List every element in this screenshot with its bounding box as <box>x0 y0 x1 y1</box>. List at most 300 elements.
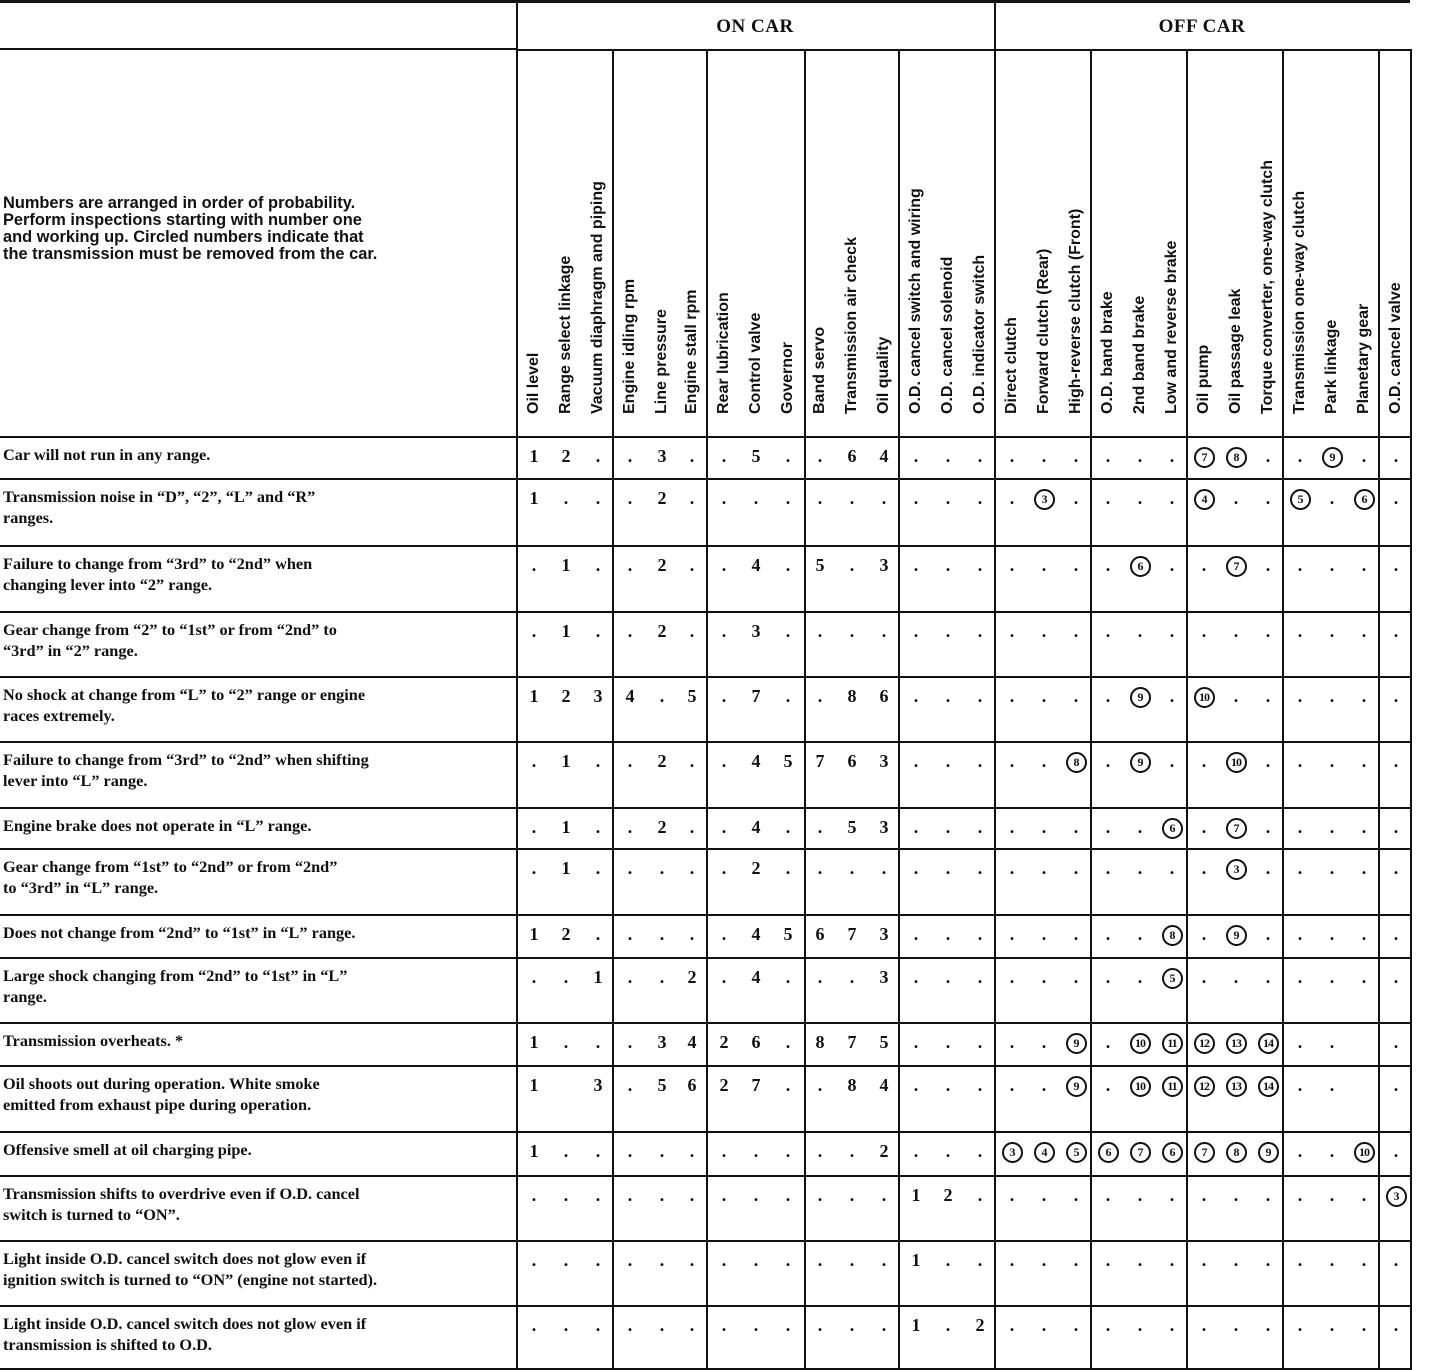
priority-number: 1 <box>529 1141 539 1161</box>
empty-dot: . <box>1297 1032 1303 1052</box>
circled-number <box>1220 1031 1252 1053</box>
circled-number-value: 10 <box>1226 752 1247 773</box>
empty-dot: . <box>913 924 919 944</box>
empty-dot: . <box>977 817 983 837</box>
empty-dot: . <box>913 967 919 987</box>
priority-number: 4 <box>625 686 635 706</box>
circled-number <box>1188 685 1220 707</box>
empty-dot: . <box>1329 967 1335 987</box>
priority-number: 5 <box>879 1032 889 1052</box>
priority-number: 6 <box>815 924 825 944</box>
circled-number-value: 9 <box>1130 687 1151 708</box>
empty-dot: . <box>977 1075 983 1095</box>
empty-dot: . <box>721 686 727 706</box>
circled-number-value: 4 <box>1194 489 1215 510</box>
symptom-line: emitted from exhaust pipe during operation. <box>3 1095 312 1114</box>
grid-line <box>0 741 1410 743</box>
grid-line <box>0 436 1410 438</box>
symptom-line: switch is turned to “ON”. <box>3 1205 180 1224</box>
empty-dot: . <box>627 621 633 641</box>
empty-dot: . <box>945 817 951 837</box>
empty-dot: . <box>977 555 983 575</box>
symptom-line: Gear change from “2” to “1st” or from “2nd” to <box>3 620 337 639</box>
column-header <box>1124 50 1156 436</box>
circled-number-value: 3 <box>1034 489 1055 510</box>
empty-dot: . <box>1201 967 1207 987</box>
symptom-label <box>3 815 513 836</box>
empty-dot: . <box>1361 817 1367 837</box>
empty-dot: . <box>659 1315 665 1335</box>
symptom-line: transmission is shifted to O.D. <box>3 1335 212 1354</box>
empty-dot: . <box>627 1075 633 1095</box>
priority-number: 1 <box>529 488 539 508</box>
empty-dot: . <box>689 817 695 837</box>
empty-dot: . <box>1201 621 1207 641</box>
empty-dot: . <box>1393 751 1399 771</box>
priority-number: 3 <box>593 1075 603 1095</box>
priority-number: 2 <box>657 488 667 508</box>
empty-dot: . <box>1169 1185 1175 1205</box>
empty-dot: . <box>977 1141 983 1161</box>
priority-number: 1 <box>593 967 603 987</box>
circled-number <box>1124 1074 1156 1096</box>
empty-dot: . <box>817 1185 823 1205</box>
empty-dot: . <box>1169 751 1175 771</box>
empty-dot: . <box>945 686 951 706</box>
symptom-label <box>3 856 513 898</box>
circled-number-value: 12 <box>1194 1033 1215 1054</box>
priority-number: 2 <box>657 555 667 575</box>
empty-dot: . <box>1137 817 1143 837</box>
empty-dot: . <box>1169 1315 1175 1335</box>
column-header-label: Vacuum diaphragm and piping <box>589 181 606 414</box>
circled-number-value: 9 <box>1322 447 1343 468</box>
circled-number <box>1188 1074 1220 1096</box>
column-header-label: Transmission one-way clutch <box>1291 190 1308 414</box>
symptom-line: ignition switch is turned to “ON” (engine not started). <box>3 1270 378 1289</box>
circled-number-value: 7 <box>1226 556 1247 577</box>
circled-number <box>1284 487 1316 509</box>
column-header-label: Low and reverse brake <box>1163 240 1180 414</box>
empty-dot: . <box>785 967 791 987</box>
symptom-label <box>3 1030 513 1051</box>
circled-number-value: 5 <box>1162 968 1183 989</box>
note-line: Perform inspections starting with number one <box>3 211 362 229</box>
column-header <box>708 50 740 436</box>
empty-dot: . <box>817 686 823 706</box>
empty-dot: . <box>1009 488 1015 508</box>
empty-dot: . <box>689 1185 695 1205</box>
empty-dot: . <box>785 1032 791 1052</box>
circled-number-value: 7 <box>1130 1142 1151 1163</box>
priority-number: 1 <box>911 1185 921 1205</box>
empty-dot: . <box>1393 1075 1399 1095</box>
symptom-label <box>3 444 513 465</box>
empty-dot: . <box>689 1250 695 1270</box>
empty-dot: . <box>1137 858 1143 878</box>
circled-number <box>1220 750 1252 772</box>
symptom-line: Failure to change from “3rd” to “2nd” when shifting <box>3 750 369 769</box>
column-header <box>1060 50 1092 436</box>
circled-number <box>1060 750 1092 772</box>
priority-number: 3 <box>879 751 889 771</box>
priority-number: 5 <box>783 751 793 771</box>
priority-number: 8 <box>847 1075 857 1095</box>
empty-dot: . <box>849 1141 855 1161</box>
empty-dot: . <box>785 817 791 837</box>
symptom-line: Does not change from “2nd” to “1st” in “L” range. <box>3 923 356 942</box>
empty-dot: . <box>1265 751 1271 771</box>
empty-dot: . <box>721 751 727 771</box>
empty-dot: . <box>881 858 887 878</box>
circled-number-value: 8 <box>1066 752 1087 773</box>
empty-dot: . <box>563 1185 569 1205</box>
empty-dot: . <box>595 1315 601 1335</box>
circled-number-value: 10 <box>1130 1076 1151 1097</box>
empty-dot: . <box>945 1141 951 1161</box>
empty-dot: . <box>627 1250 633 1270</box>
column-header-label: Oil quality <box>875 336 892 414</box>
note-line: and working up. Circled numbers indicate that <box>3 228 364 246</box>
empty-dot: . <box>689 924 695 944</box>
empty-dot: . <box>977 1250 983 1270</box>
empty-dot: . <box>1105 555 1111 575</box>
empty-dot: . <box>1297 1075 1303 1095</box>
circled-number-value: 3 <box>1226 859 1247 880</box>
empty-dot: . <box>627 555 633 575</box>
grid-line <box>0 48 516 50</box>
empty-dot: . <box>1265 1185 1271 1205</box>
column-header-label: Planetary gear <box>1355 303 1372 414</box>
symptom-label <box>3 1313 513 1355</box>
priority-number: 1 <box>561 858 571 878</box>
empty-dot: . <box>1361 555 1367 575</box>
empty-dot: . <box>1361 1250 1367 1270</box>
priority-number: 8 <box>847 686 857 706</box>
circled-number-value: 10 <box>1354 1142 1375 1163</box>
off-car-header: OFF CAR <box>1158 16 1246 37</box>
grid-line <box>0 611 1410 613</box>
priority-number: 6 <box>751 1032 761 1052</box>
column-header-label: Oil pump <box>1195 344 1212 414</box>
empty-dot: . <box>1329 1075 1335 1095</box>
empty-dot: . <box>913 751 919 771</box>
empty-dot: . <box>977 1185 983 1205</box>
empty-dot: . <box>721 817 727 837</box>
empty-dot: . <box>913 1141 919 1161</box>
priority-number: 2 <box>719 1032 729 1052</box>
circled-number-value: 8 <box>1226 447 1247 468</box>
priority-number: 7 <box>751 1075 761 1095</box>
symptom-line: range. <box>3 987 47 1006</box>
empty-dot: . <box>1265 621 1271 641</box>
empty-dot: . <box>1393 488 1399 508</box>
priority-number: 1 <box>529 1075 539 1095</box>
empty-dot: . <box>595 924 601 944</box>
empty-dot: . <box>1169 1250 1175 1270</box>
empty-dot: . <box>1073 1185 1079 1205</box>
empty-dot: . <box>817 1075 823 1095</box>
column-header <box>1028 50 1060 436</box>
circled-number <box>1124 685 1156 707</box>
priority-number: 1 <box>529 686 539 706</box>
empty-dot: . <box>881 488 887 508</box>
empty-dot: . <box>849 1250 855 1270</box>
circled-number <box>1188 487 1220 509</box>
empty-dot: . <box>1201 1250 1207 1270</box>
symptom-line: Oil shoots out during operation. White smoke <box>3 1074 320 1093</box>
priority-number: 1 <box>529 924 539 944</box>
column-header-label: O.D. indicator switch <box>971 254 988 414</box>
priority-number: 5 <box>815 555 825 575</box>
priority-number: 1 <box>529 1032 539 1052</box>
empty-dot: . <box>913 858 919 878</box>
symptom-label <box>3 1139 513 1160</box>
empty-dot: . <box>1329 1032 1335 1052</box>
note-line: the transmission must be removed from the car. <box>3 245 378 263</box>
priority-number: 3 <box>593 686 603 706</box>
empty-dot: . <box>1233 686 1239 706</box>
grid-line <box>0 807 1410 809</box>
empty-dot: . <box>977 686 983 706</box>
symptom-line: Gear change from “1st” to “2nd” or from “2nd” <box>3 857 338 876</box>
circled-number-value: 13 <box>1226 1076 1247 1097</box>
circled-number-value: 6 <box>1162 818 1183 839</box>
empty-dot: . <box>1361 858 1367 878</box>
empty-dot: . <box>1105 751 1111 771</box>
empty-dot: . <box>721 967 727 987</box>
empty-dot: . <box>1009 1185 1015 1205</box>
priority-number: 6 <box>879 686 889 706</box>
priority-number: 2 <box>687 967 697 987</box>
empty-dot: . <box>1009 621 1015 641</box>
column-header-label: O.D. band brake <box>1099 291 1116 414</box>
empty-dot: . <box>531 967 537 987</box>
empty-dot: . <box>1201 924 1207 944</box>
empty-dot: . <box>1041 446 1047 466</box>
circled-number <box>1124 1031 1156 1053</box>
circled-number <box>1188 1140 1220 1162</box>
empty-dot: . <box>1041 751 1047 771</box>
grid-line <box>0 957 1410 959</box>
empty-dot: . <box>1297 1250 1303 1270</box>
empty-dot: . <box>977 751 983 771</box>
priority-number: 7 <box>751 686 761 706</box>
empty-dot: . <box>753 1185 759 1205</box>
empty-dot: . <box>595 555 601 575</box>
empty-dot: . <box>913 1032 919 1052</box>
symptom-line: Transmission noise in “D”, “2”, “L” and “R” <box>3 487 316 506</box>
circled-number <box>1156 923 1188 945</box>
column-header <box>582 50 614 436</box>
empty-dot: . <box>1137 924 1143 944</box>
symptom-line: Transmission shifts to overdrive even if O.D. cancel <box>3 1184 360 1203</box>
empty-dot: . <box>659 924 665 944</box>
empty-dot: . <box>1009 817 1015 837</box>
empty-dot: . <box>1105 858 1111 878</box>
empty-dot: . <box>1137 488 1143 508</box>
symptom-line: ranges. <box>3 508 54 527</box>
symptom-line: “3rd” in “2” range. <box>3 641 138 660</box>
column-header <box>1156 50 1188 436</box>
empty-dot: . <box>531 751 537 771</box>
empty-dot: . <box>785 686 791 706</box>
column-header <box>1188 50 1220 436</box>
column-header <box>646 50 678 436</box>
empty-dot: . <box>531 817 537 837</box>
empty-dot: . <box>977 488 983 508</box>
circled-number-value: 14 <box>1258 1076 1279 1097</box>
column-header-label: Oil level <box>525 352 542 414</box>
empty-dot: . <box>849 555 855 575</box>
empty-dot: . <box>913 1075 919 1095</box>
circled-number-value: 4 <box>1034 1142 1055 1163</box>
priority-number: 3 <box>751 621 761 641</box>
priority-number: 5 <box>687 686 697 706</box>
column-header-label: O.D. cancel valve <box>1387 282 1404 414</box>
empty-dot: . <box>785 858 791 878</box>
empty-dot: . <box>1105 1075 1111 1095</box>
empty-dot: . <box>785 621 791 641</box>
circled-number-value: 9 <box>1130 752 1151 773</box>
empty-dot: . <box>563 1032 569 1052</box>
empty-dot: . <box>595 1141 601 1161</box>
circled-number-value: 12 <box>1194 1076 1215 1097</box>
empty-dot: . <box>1201 1315 1207 1335</box>
grid-line <box>0 914 1410 916</box>
symptom-line: Engine brake does not operate in “L” range. <box>3 816 312 835</box>
empty-dot: . <box>1297 686 1303 706</box>
symptom-label <box>3 922 513 943</box>
column-header-label: Oil passage leak <box>1227 288 1244 414</box>
empty-dot: . <box>721 1141 727 1161</box>
empty-dot: . <box>1169 488 1175 508</box>
empty-dot: . <box>1361 1185 1367 1205</box>
empty-dot: . <box>689 858 695 878</box>
empty-dot: . <box>1073 555 1079 575</box>
priority-number: 2 <box>561 924 571 944</box>
grid-line <box>0 0 1410 3</box>
symptom-label <box>3 553 513 595</box>
priority-number: 4 <box>751 967 761 987</box>
empty-dot: . <box>1073 1250 1079 1270</box>
column-header-label: Forward clutch (Rear) <box>1035 248 1052 414</box>
priority-number: 2 <box>561 686 571 706</box>
empty-dot: . <box>1329 1250 1335 1270</box>
empty-dot: . <box>1233 1185 1239 1205</box>
empty-dot: . <box>721 555 727 575</box>
empty-dot: . <box>627 1315 633 1335</box>
probability-note <box>3 195 508 263</box>
empty-dot: . <box>1329 621 1335 641</box>
grid-line <box>994 0 996 50</box>
circled-number <box>1220 1074 1252 1096</box>
column-header <box>804 50 836 436</box>
empty-dot: . <box>1361 1315 1367 1335</box>
empty-dot: . <box>977 924 983 944</box>
empty-dot: . <box>1105 924 1111 944</box>
empty-dot: . <box>1265 858 1271 878</box>
column-header <box>836 50 868 436</box>
empty-dot: . <box>849 858 855 878</box>
empty-dot: . <box>945 1032 951 1052</box>
empty-dot: . <box>1041 967 1047 987</box>
empty-dot: . <box>1105 621 1111 641</box>
priority-number: 3 <box>879 924 889 944</box>
empty-dot: . <box>977 446 983 466</box>
empty-dot: . <box>721 1185 727 1205</box>
priority-number: 3 <box>879 555 889 575</box>
empty-dot: . <box>721 858 727 878</box>
empty-dot: . <box>563 1250 569 1270</box>
circled-number-value: 11 <box>1162 1033 1183 1054</box>
empty-dot: . <box>1329 1185 1335 1205</box>
empty-dot: . <box>1329 924 1335 944</box>
empty-dot: . <box>945 1315 951 1335</box>
empty-dot: . <box>785 1250 791 1270</box>
circled-number <box>1124 750 1156 772</box>
column-header <box>614 50 646 436</box>
circled-number-value: 7 <box>1194 447 1215 468</box>
empty-dot: . <box>627 924 633 944</box>
empty-dot: . <box>659 1250 665 1270</box>
symptom-label <box>3 1248 513 1290</box>
empty-dot: . <box>1393 1250 1399 1270</box>
empty-dot: . <box>1265 817 1271 837</box>
empty-dot: . <box>1041 1250 1047 1270</box>
column-header-label: Range select linkage <box>557 255 574 414</box>
empty-dot: . <box>1297 621 1303 641</box>
circled-number-value: 6 <box>1098 1142 1119 1163</box>
empty-dot: . <box>1393 1141 1399 1161</box>
symptom-label <box>3 486 513 528</box>
grid-line <box>0 1240 1410 1242</box>
symptom-label <box>3 1183 513 1225</box>
priority-number: 4 <box>751 555 761 575</box>
empty-dot: . <box>1361 686 1367 706</box>
empty-dot: . <box>881 1315 887 1335</box>
empty-dot: . <box>1329 686 1335 706</box>
grid-line <box>0 676 1410 678</box>
grid-line <box>0 1065 1410 1067</box>
empty-dot: . <box>849 488 855 508</box>
empty-dot: . <box>1329 1315 1335 1335</box>
empty-dot: . <box>689 446 695 466</box>
column-header-label: O.D. cancel solenoid <box>939 256 956 414</box>
empty-dot: . <box>1073 858 1079 878</box>
priority-number: 8 <box>815 1032 825 1052</box>
empty-dot: . <box>721 621 727 641</box>
circled-number <box>1092 1140 1124 1162</box>
empty-dot: . <box>1297 967 1303 987</box>
empty-dot: . <box>627 1032 633 1052</box>
empty-dot: . <box>1105 817 1111 837</box>
empty-dot: . <box>1073 967 1079 987</box>
empty-dot: . <box>1169 686 1175 706</box>
empty-dot: . <box>913 817 919 837</box>
empty-dot: . <box>1073 686 1079 706</box>
empty-dot: . <box>1041 858 1047 878</box>
empty-dot: . <box>1265 555 1271 575</box>
empty-dot: . <box>1297 924 1303 944</box>
priority-number: 6 <box>847 446 857 466</box>
empty-dot: . <box>1265 1250 1271 1270</box>
circled-number <box>1028 1140 1060 1162</box>
empty-dot: . <box>721 1315 727 1335</box>
empty-dot: . <box>1361 446 1367 466</box>
column-header-label: Park linkage <box>1323 319 1340 414</box>
empty-dot: . <box>1009 686 1015 706</box>
